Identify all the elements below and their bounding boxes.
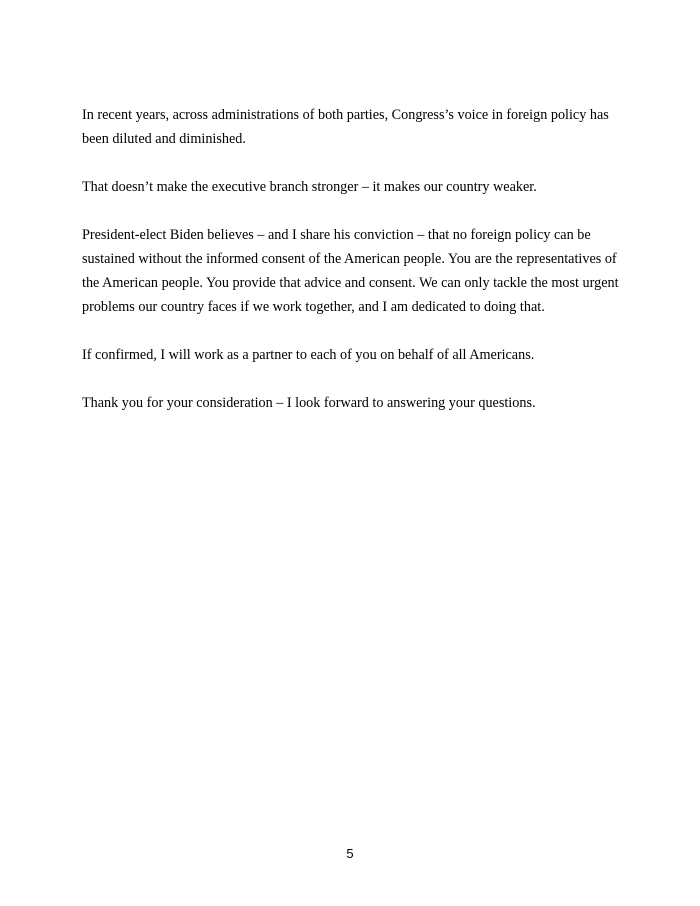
paragraph-executive-branch: That doesn’t make the executive branch stronger – it makes our country weaker. [82,179,537,195]
page-number: 5 [346,846,354,861]
document-body [82,103,622,439]
paragraph-thank-you: Thank you for your consideration – I look forward to answering your questions. [82,395,536,411]
paragraph-partner: If confirmed, I will work as a partner to each of you on behalf of all Americans. [82,347,535,363]
paragraph-congress-voice: In recent years, across administrations of both parties, Congress’s voice in foreign policy has been diluted and diminished. [82,107,609,147]
paragraph-biden-conviction: President-elect Biden believes – and I share his conviction – that no foreign policy can be sustained without the informed consent of the American people. You are the representatives of the American people. You provide that advice and consent. We can only tackle the most urgent problems our country faces if we work together, and I am dedicated to doing that. [82,227,619,315]
